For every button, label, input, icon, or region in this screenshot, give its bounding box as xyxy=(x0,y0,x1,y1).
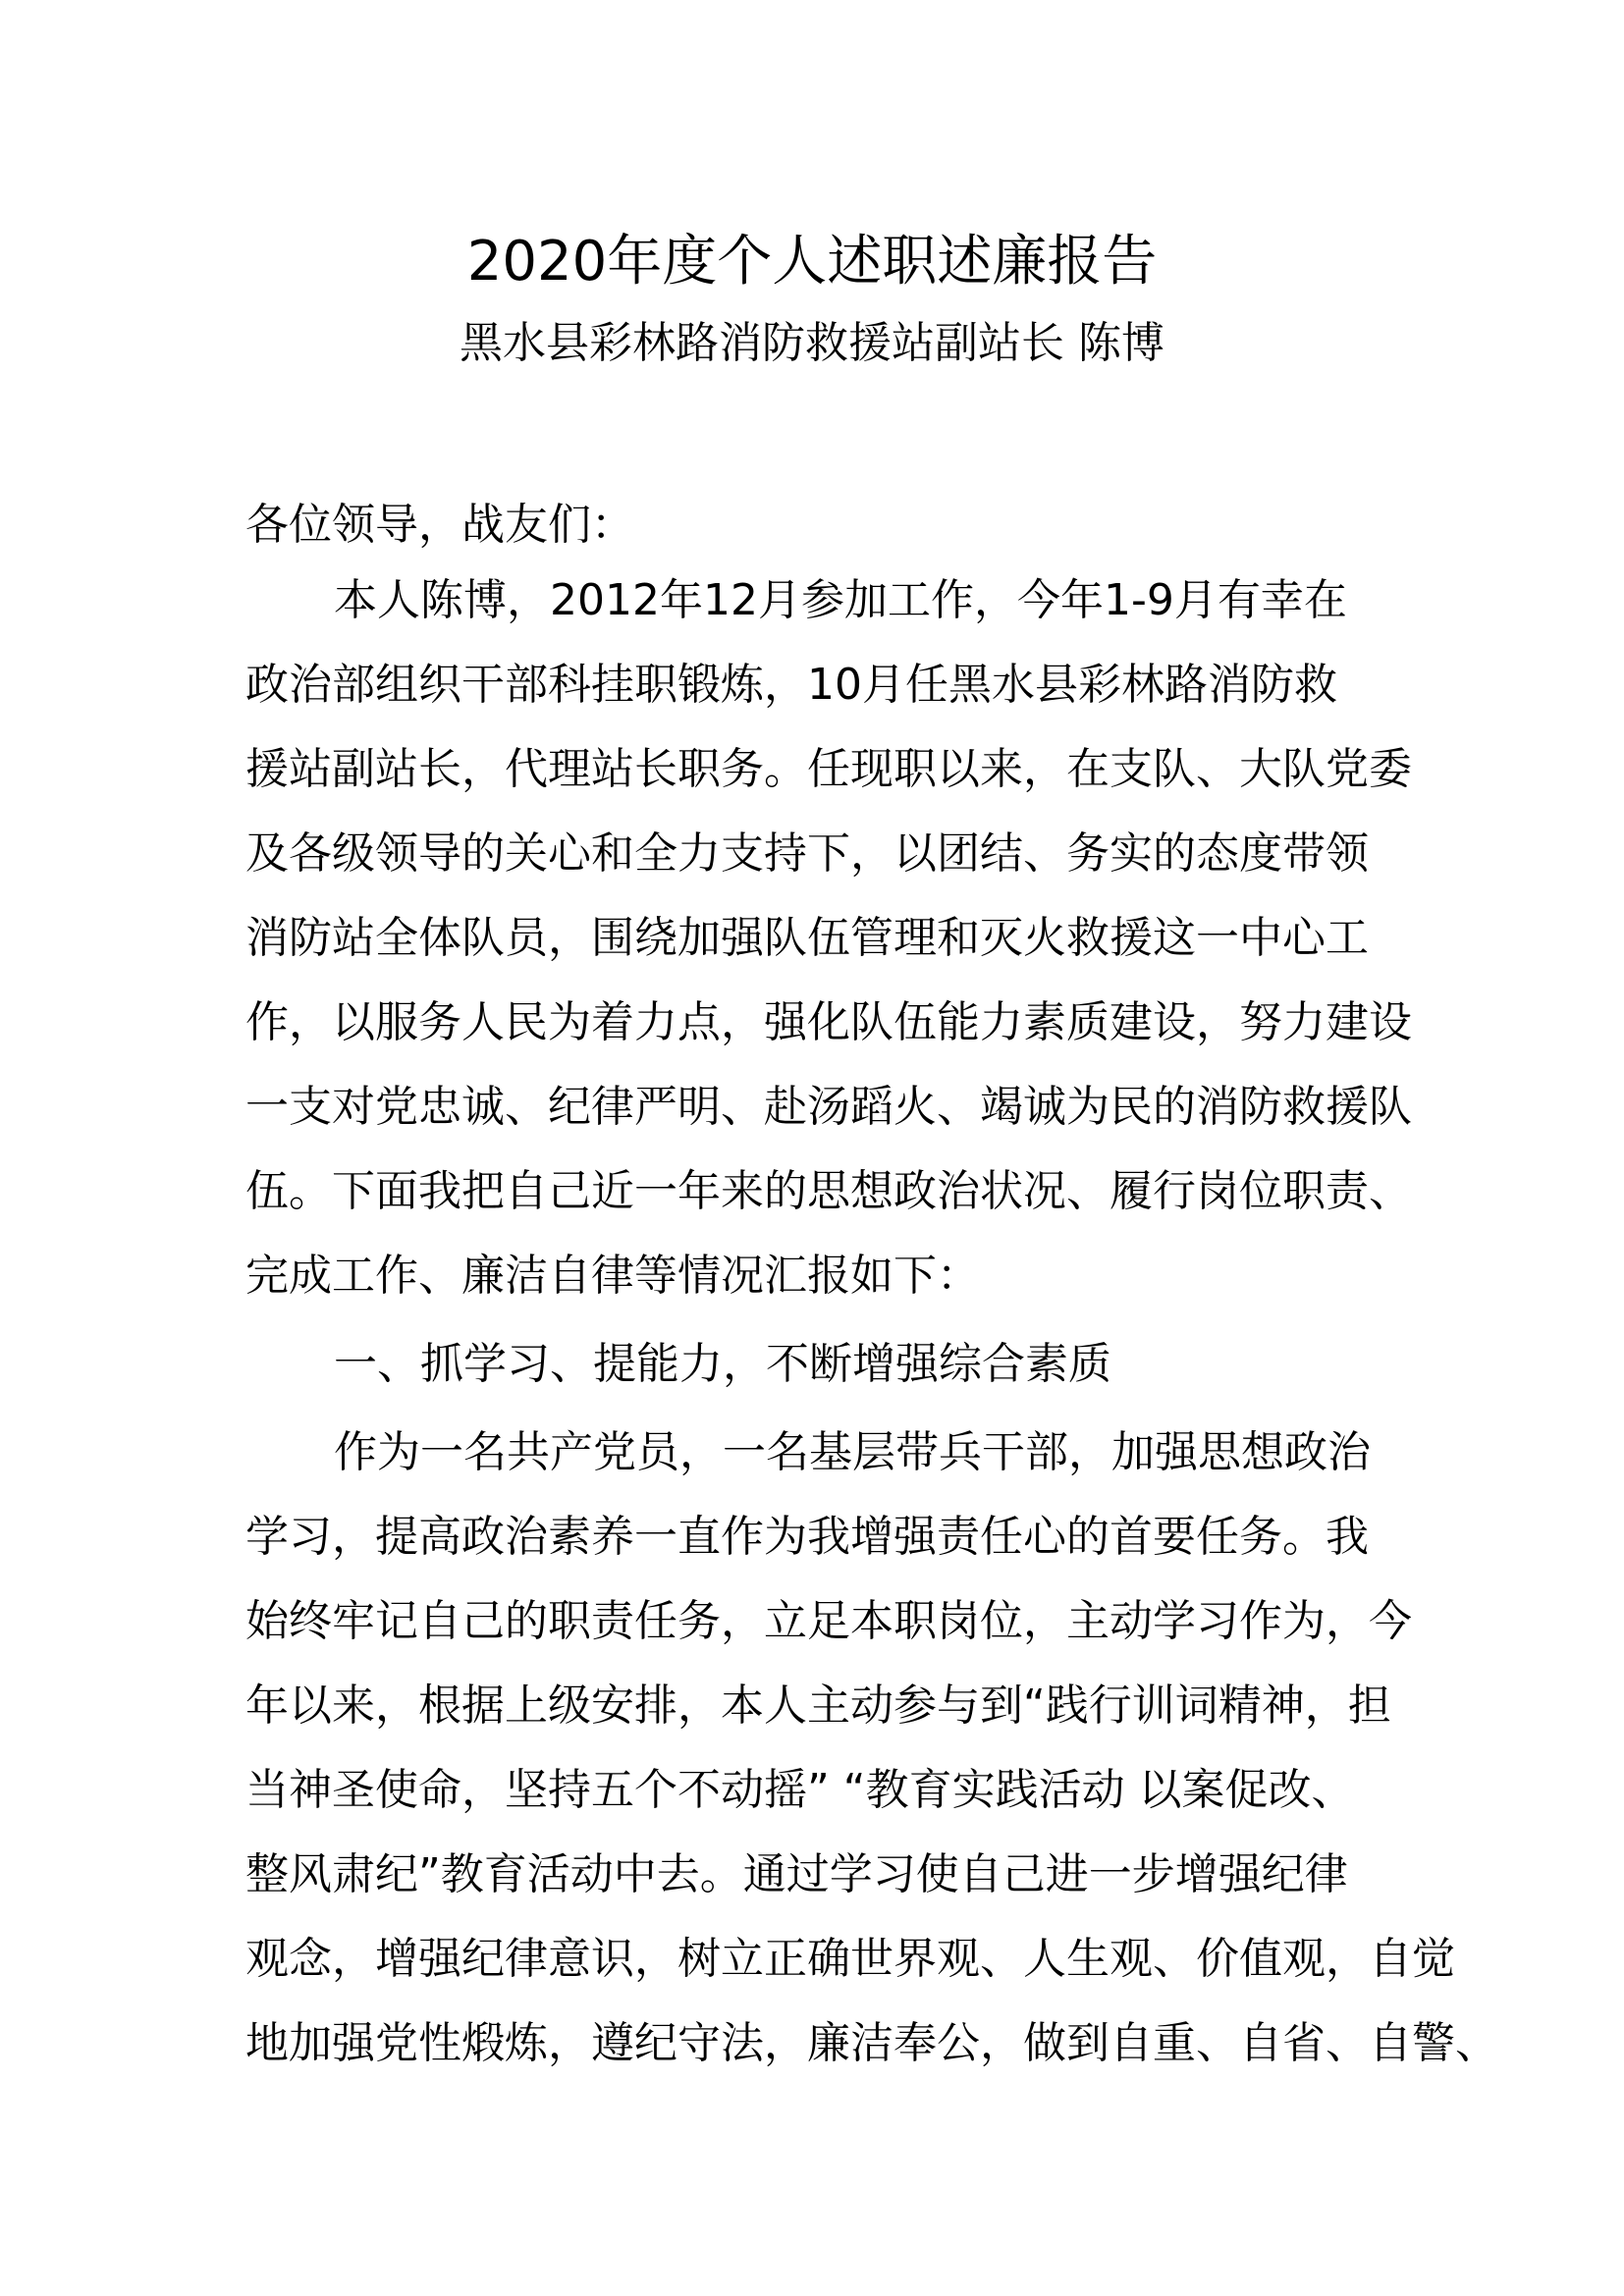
paragraph-line: 完成工作、廉洁自律等情况汇报如下： xyxy=(245,1251,980,1301)
paragraph-line: 援站副站长，代理站长职务。任现职以来，在支队、大队党委 xyxy=(245,744,1412,794)
document-subtitle: 黑水县彩林路消防救援站副站长 陈博 xyxy=(460,318,1164,368)
paragraph-line: 整风肃纪”教育活动中去。通过学习使自己进一步增强纪律 xyxy=(245,1849,1348,1899)
section-heading: 一、抓学习、提能力，不断增强综合素质 xyxy=(334,1339,1111,1389)
paragraph-line: 及各级领导的关心和全力支持下，以团结、务实的态度带领 xyxy=(245,828,1369,879)
paragraph-line: 政治部组织干部科挂职锻炼，10月任黑水县彩林路消防救 xyxy=(245,660,1337,710)
paragraph-line: 伍。下面我把自己近一年来的思想政治状况、履行岗位职责、 xyxy=(245,1166,1412,1216)
paragraph-line: 消防站全体队员，围绕加强队伍管理和灭火救援这一中心工 xyxy=(245,913,1369,963)
paragraph-line: 始终牢记自己的职责任务，立足本职岗位，主动学习作为，今 xyxy=(245,1596,1412,1646)
document-title: 2020年度个人述职述廉报告 xyxy=(466,230,1158,294)
paragraph-line: 作，以服务人民为着力点，强化队伍能力素质建设，努力建设 xyxy=(245,997,1412,1047)
paragraph-line: 年以来，根据上级安排，本人主动参与到“践行训词精神，担 xyxy=(245,1681,1391,1731)
paragraph-line: 观念，增强纪律意识，树立正确世界观、人生观、价值观，自觉 xyxy=(245,1934,1455,1984)
salutation: 各位领导，战友们： xyxy=(245,500,634,550)
paragraph-line: 当神圣使命，坚持五个不动摇” “教育实践活动 以案促改、 xyxy=(245,1765,1355,1815)
paragraph-line: 作为一名共产党员，一名基层带兵干部，加强思想政治 xyxy=(334,1427,1371,1477)
paragraph-line: 地加强党性煅炼，遵纪守法，廉洁奉公，做到自重、自省、自警、 xyxy=(245,2018,1498,2068)
paragraph-line: 学习，提高政治素养一直作为我增强责任心的首要任务。我 xyxy=(245,1512,1369,1562)
paragraph-line: 本人陈博，2012年12月参加工作，今年1-9月有幸在 xyxy=(334,575,1347,625)
paragraph-line: 一支对党忠诚、纪律严明、赴汤蹈火、竭诚为民的消防救援队 xyxy=(245,1082,1412,1132)
